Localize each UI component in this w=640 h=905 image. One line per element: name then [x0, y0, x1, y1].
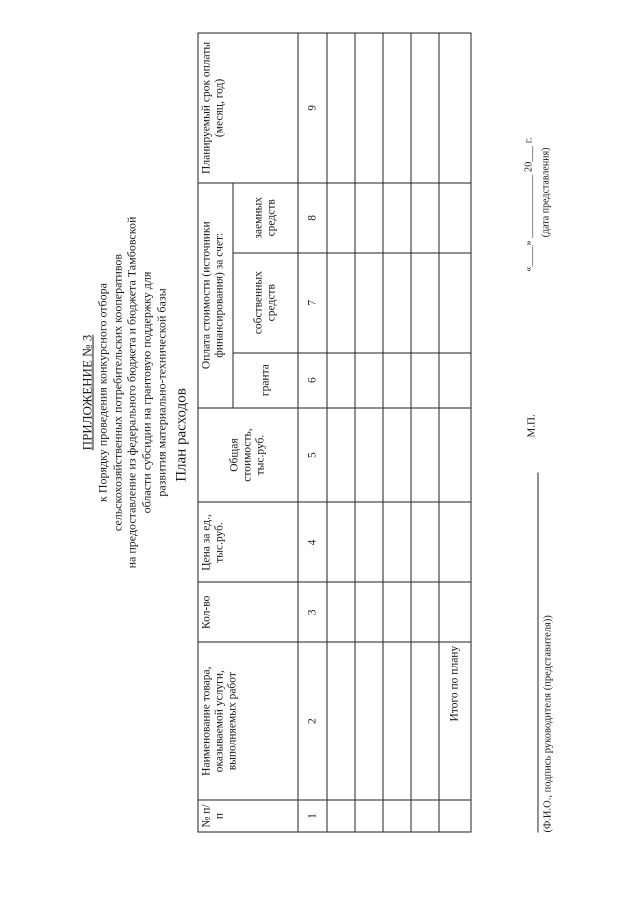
table-header-row	[198, 33, 233, 832]
table-row	[411, 33, 439, 832]
stamp-placeholder: М.П.	[525, 414, 537, 438]
appendix-title: ПРИЛОЖЕНИЕ № 3	[79, 334, 94, 451]
header-payment: Оплата стоимости (источники финансирования) за счет:	[198, 183, 233, 408]
header-own-funds: собственных средств	[233, 253, 298, 353]
signature-line	[537, 473, 538, 833]
expense-table	[197, 33, 471, 833]
total-label: Итого по плану	[439, 642, 471, 800]
date-label: (дата представления)	[540, 147, 551, 238]
col-number: 4	[298, 503, 327, 583]
header-grant: гранта	[233, 353, 298, 408]
header-num: № п/п	[198, 800, 298, 832]
header-line: развития материально-технической базы	[153, 288, 168, 497]
header-loan-funds: заемных средств	[233, 183, 298, 253]
document-page	[25, 3, 615, 868]
header-price: Цена за ед., тыс.руб.	[198, 503, 298, 583]
header-line: к Порядку проведения конкурсного отбора	[94, 283, 109, 502]
column-number-row	[298, 33, 327, 832]
table-row	[355, 33, 383, 832]
header-line: области субсидии на грантовую поддержку для	[139, 271, 154, 514]
header-line: на предоставление из федерального бюджета и бюджета Тамбовской	[124, 216, 139, 569]
col-number: 2	[298, 642, 327, 800]
total-row	[439, 33, 471, 832]
col-number: 9	[298, 33, 327, 183]
plan-title: План расходов	[173, 388, 189, 482]
date-line: «____» ____________ 20___ г.	[523, 137, 534, 272]
col-number: 6	[298, 353, 327, 408]
header-name: Наименование товара, оказываемой услуги, выполняемых работ	[198, 642, 298, 800]
header-qty: Кол-во	[198, 582, 298, 642]
table-row	[327, 33, 355, 832]
header-line: сельскохозяйственных потребительских кооперативов	[109, 253, 124, 532]
col-number: 5	[298, 408, 327, 503]
col-number: 7	[298, 253, 327, 353]
table-row	[383, 33, 411, 832]
document-header	[80, 23, 169, 763]
header-term: Планируемый срок оплаты (месяц, год)	[198, 33, 298, 183]
col-number: 1	[298, 800, 327, 832]
signature-block	[523, 33, 577, 833]
col-number: 8	[298, 183, 327, 253]
header-total: Общая стоимость, тыс.руб.	[198, 408, 298, 503]
signature-label: (Ф.И.О., подпись руководителя (представителя))	[542, 615, 553, 833]
col-number: 3	[298, 582, 327, 642]
